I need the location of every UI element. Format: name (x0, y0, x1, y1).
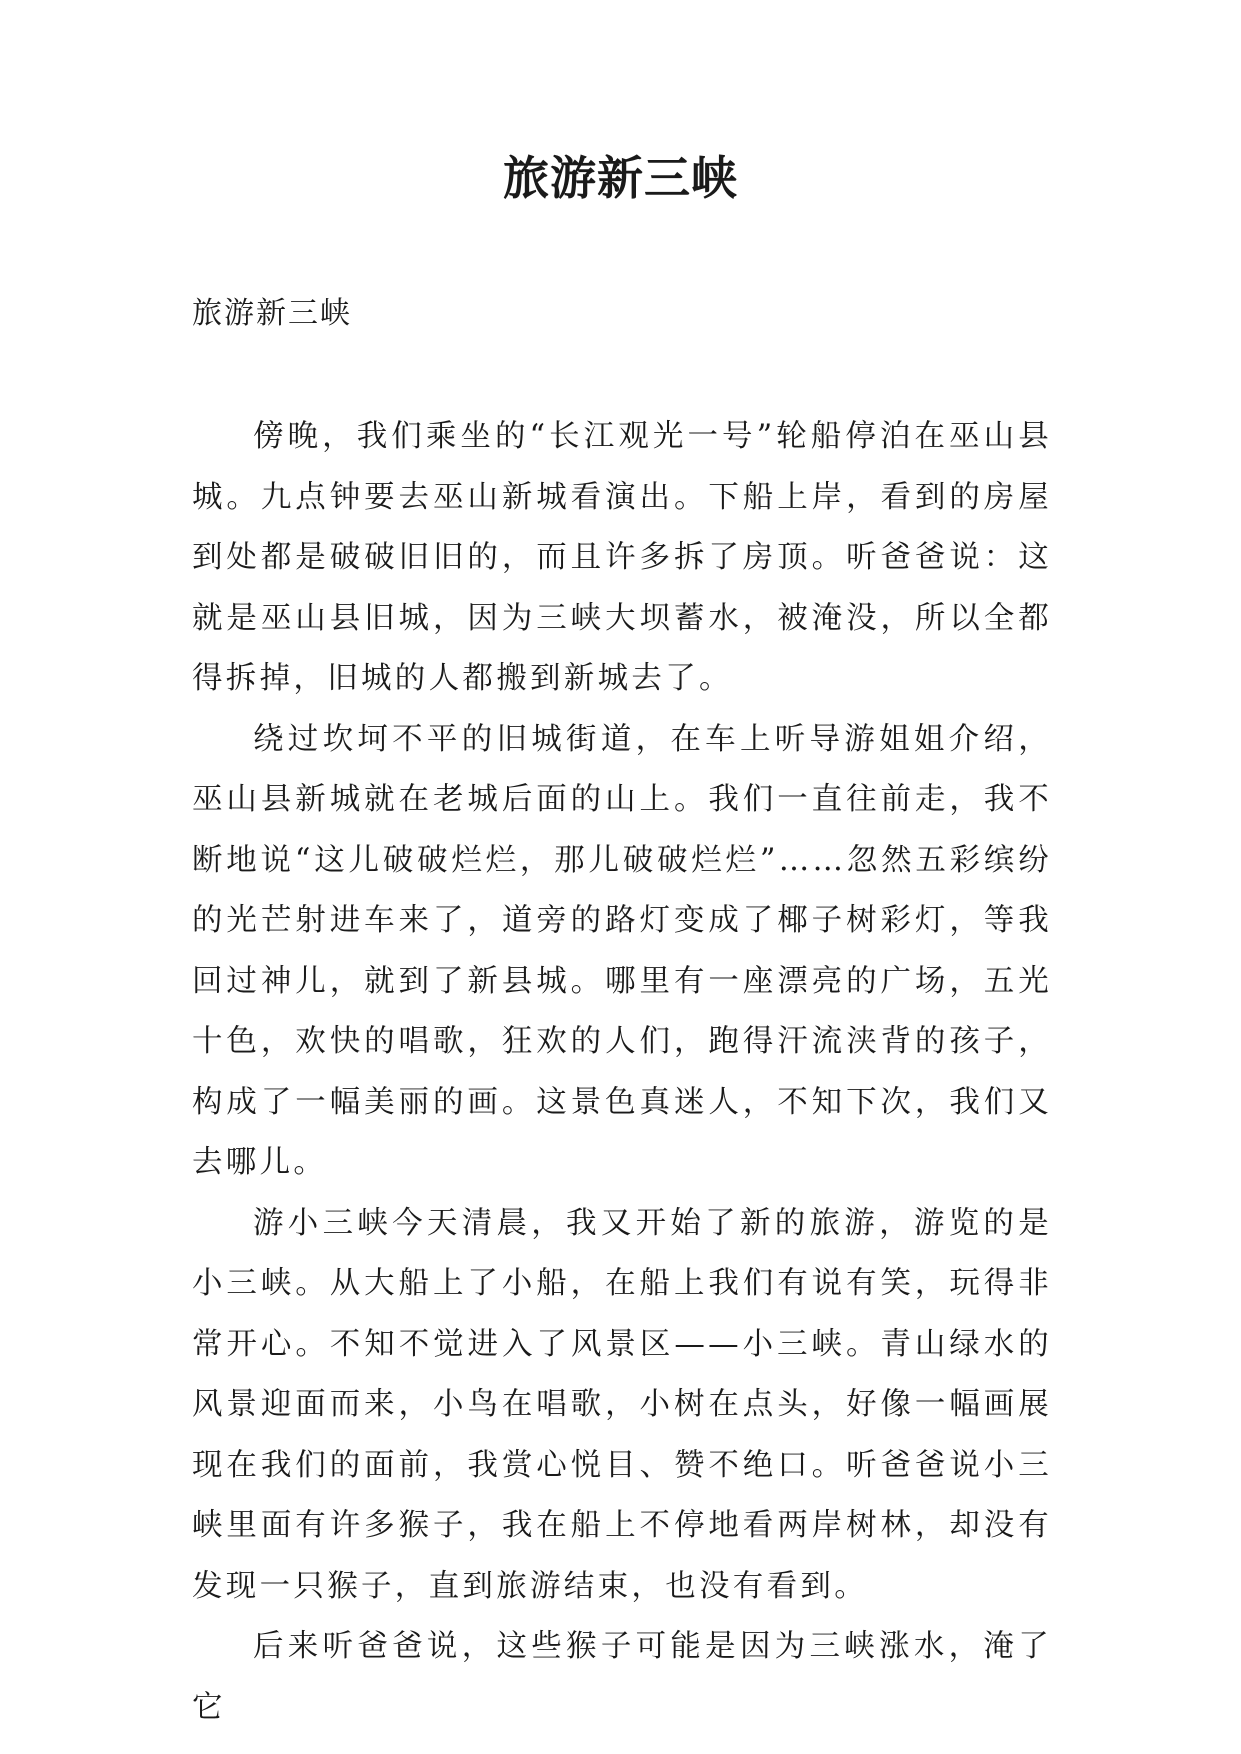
paragraph: 游小三峡今天清晨，我又开始了新的旅游，游览的是小三峡。从大船上了小船，在船上我们有说有笑，玩得非常开心。不知不觉进入了风景区——小三峡。青山绿水的风景迎面而来，小鸟在唱歌，小树在点头，好像一幅画展现在我们的面前，我赏心悦目、赞不绝口。听爸爸说小三峡里面有许多猴子，我在船上不停地看两岸树林，却没有发现一只猴子，直到旅游结束，也没有看到。 (192, 1205, 1052, 1604)
paragraph: 后来听爸爸说，这些猴子可能是因为三峡涨水，淹了它 (192, 1629, 1052, 1725)
document-subtitle: 旅游新三峡 (192, 296, 352, 331)
document-body (192, 407, 1052, 1738)
paragraph: 傍晚，我们乘坐的“长江观光一号”轮船停泊在巫山县城。九点钟要去巫山新城看演出。下船上岸，看到的房屋到处都是破破旧旧的，而且许多拆了房顶。听爸爸说：这就是巫山县旧城，因为三峡大坝蓄水，被淹没，所以全都得拆掉，旧城的人都搬到新城去了。 (192, 419, 1052, 696)
paragraph: 绕过坎坷不平的旧城街道，在车上听导游姐姐介绍，巫山县新城就在老城后面的山上。我们一直往前走，我不断地说“这儿破破烂烂，那儿破破烂烂”……忽然五彩缤纷的光芒射进车来了，道旁的路灯变成了椰子树彩灯，等我回过神儿，就到了新县城。哪里有一座漂亮的广场，五光十色，欢快的唱歌，狂欢的人们，跑得汗流浃背的孩子，构成了一幅美丽的画。这景色真迷人，不知下次，我们又去哪儿。 (192, 721, 1052, 1180)
document-title: 旅游新三峡 (503, 151, 738, 205)
